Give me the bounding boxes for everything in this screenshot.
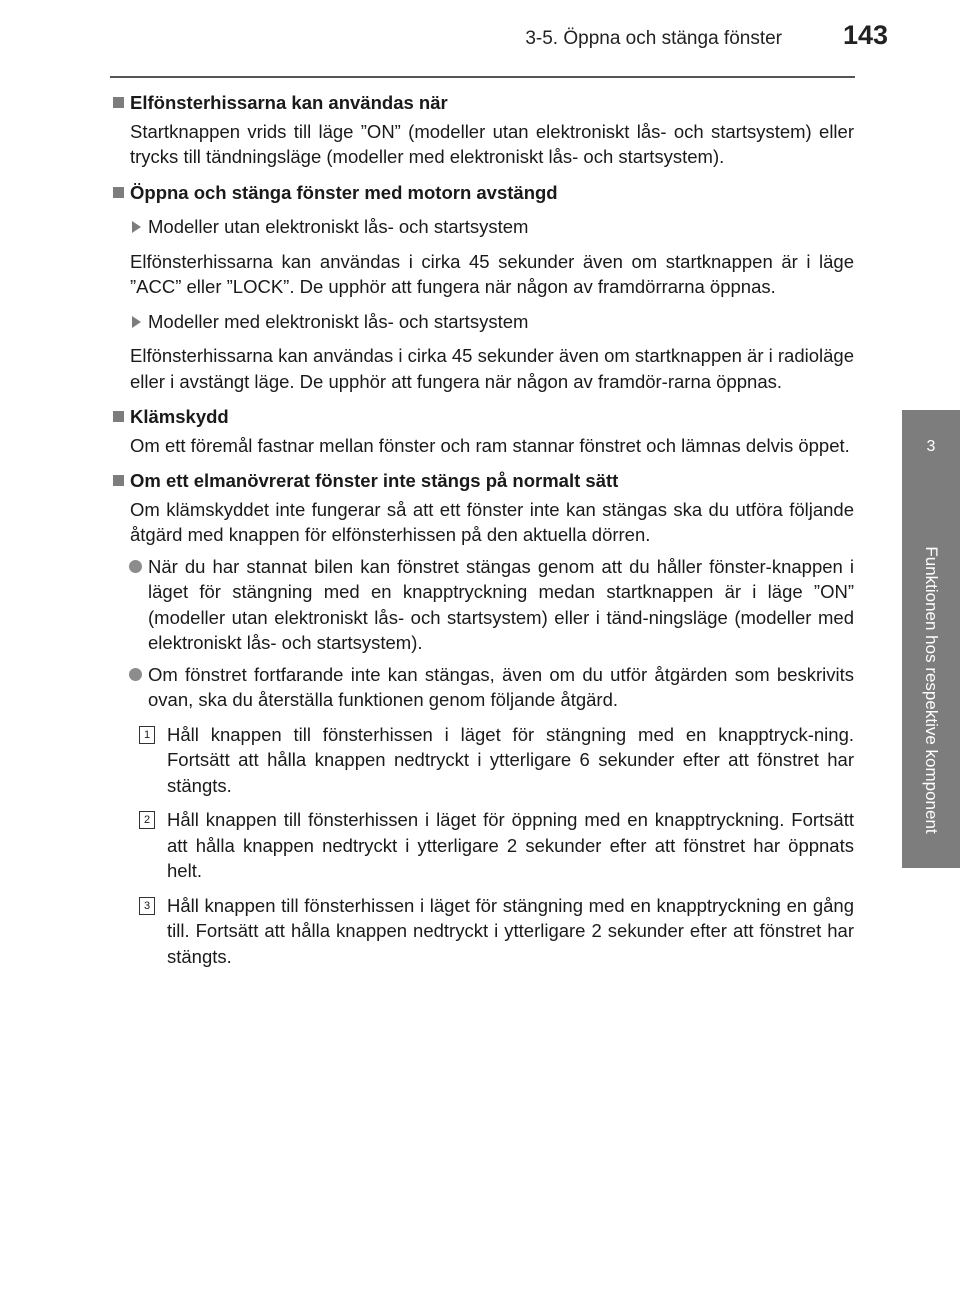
list-item-text: När du har stannat bilen kan fönstret stängas genom att du håller fönster-knappen i läget för stängning med en knapptryckning medan startknappen är i läge ”ON” (modeller utan elektroniskt lås- och startsystem) eller i tänd-ningsläge (modeller med elektroniskt lås- och startsystem). [148, 555, 854, 653]
square-bullet-icon [113, 411, 124, 422]
section-body: Om klämskyddet inte fungerar så att ett fönster inte kan stängas ska du utföra följande åtgärd med knappen för elfönsterhissen på den aktuella dörren. [130, 498, 854, 545]
subsection-title-text: Modeller med elektroniskt lås- och startsystem [148, 310, 529, 332]
section-body: Om ett föremål fastnar mellan fönster och ram stannar fönstret och lämnas delvis öppet. [130, 434, 850, 456]
section-title [112, 404, 854, 430]
section-title [112, 468, 854, 494]
subsection-body: Elfönsterhissarna kan användas i cirka 45 sekunder även om startknappen är i läge ”ACC” eller ”LOCK”. De upphör att fungera när någon av framdörrarna öppnas. [130, 250, 854, 297]
subsection-title [112, 214, 854, 240]
subsection-body: Elfönsterhissarna kan användas i cirka 45 sekunder även om startknappen är i radioläge eller i avstängt läge. De upphör att fungera när någon av framdör-rarna öppnas. [130, 345, 854, 392]
section-title-text: Om ett elmanövrerat fönster inte stängs på normalt sätt [130, 470, 619, 491]
step-item [112, 893, 854, 970]
section-title-text: Öppna och stänga fönster med motorn avstängd [130, 181, 558, 203]
page-content [112, 90, 854, 969]
subsection-title [112, 309, 854, 335]
step-text: Håll knappen till fönsterhissen i läget för stängning med en knapptryck-ning. Fortsätt att hålla knappen nedtryckt i ytterligare 6 sekunder efter att fönstret har stängts. [167, 723, 854, 796]
page-number: 143 [842, 20, 888, 50]
section-title-text: Klämskydd [130, 406, 229, 427]
header-divider [110, 76, 855, 78]
section-title-text: Elfönsterhissarna kan användas när [130, 92, 448, 113]
step-text: Håll knappen till fönsterhissen i läget för stängning med en knapptryckning en gång till. Fortsätt att hålla knappen nedtryckt i ytterligare 2 sekunder efter att fönstret har stängts. [167, 894, 854, 967]
step-number: 1 [139, 726, 155, 744]
list-item-text: Om fönstret fortfarande inte kan stängas, även om du utför åtgärden som beskrivits ovan, ska du återställa funktionen genom följande åtgärd. [148, 663, 854, 710]
circle-bullet-icon [129, 560, 142, 573]
step-number: 3 [139, 897, 155, 915]
chapter-side-tab [902, 410, 960, 868]
section-body: Startknappen vrids till läge ”ON” (modeller utan elektroniskt lås- och startsystem) eller trycks till tändningsläge (modeller med elektroniskt lås- och startsystem). [130, 120, 854, 167]
list-item [112, 662, 854, 713]
square-bullet-icon [113, 187, 124, 198]
circle-bullet-icon [129, 668, 142, 681]
square-bullet-icon [113, 475, 124, 486]
square-bullet-icon [113, 97, 124, 108]
step-item [112, 722, 854, 799]
step-text: Håll knappen till fönsterhissen i läget för öppning med en knapptryckning. Fortsätt att hålla knappen nedtryckt i ytterligare 2 sekunder efter att fönstret har öppnats helt. [167, 809, 854, 881]
step-item [112, 807, 854, 884]
step-number: 2 [139, 811, 155, 829]
subsection-title-text: Modeller utan elektroniskt lås- och startsystem [148, 216, 529, 237]
triangle-bullet-icon [132, 316, 141, 328]
list-item [112, 554, 854, 656]
chapter-number: 3 [926, 438, 936, 455]
chapter-label: Funktionen hos respektive komponent [922, 546, 941, 834]
triangle-bullet-icon [132, 221, 141, 233]
section-title [112, 90, 854, 116]
section-title [112, 180, 854, 206]
page-header-title: 3-5. Öppna och stänga fönster [525, 28, 782, 49]
